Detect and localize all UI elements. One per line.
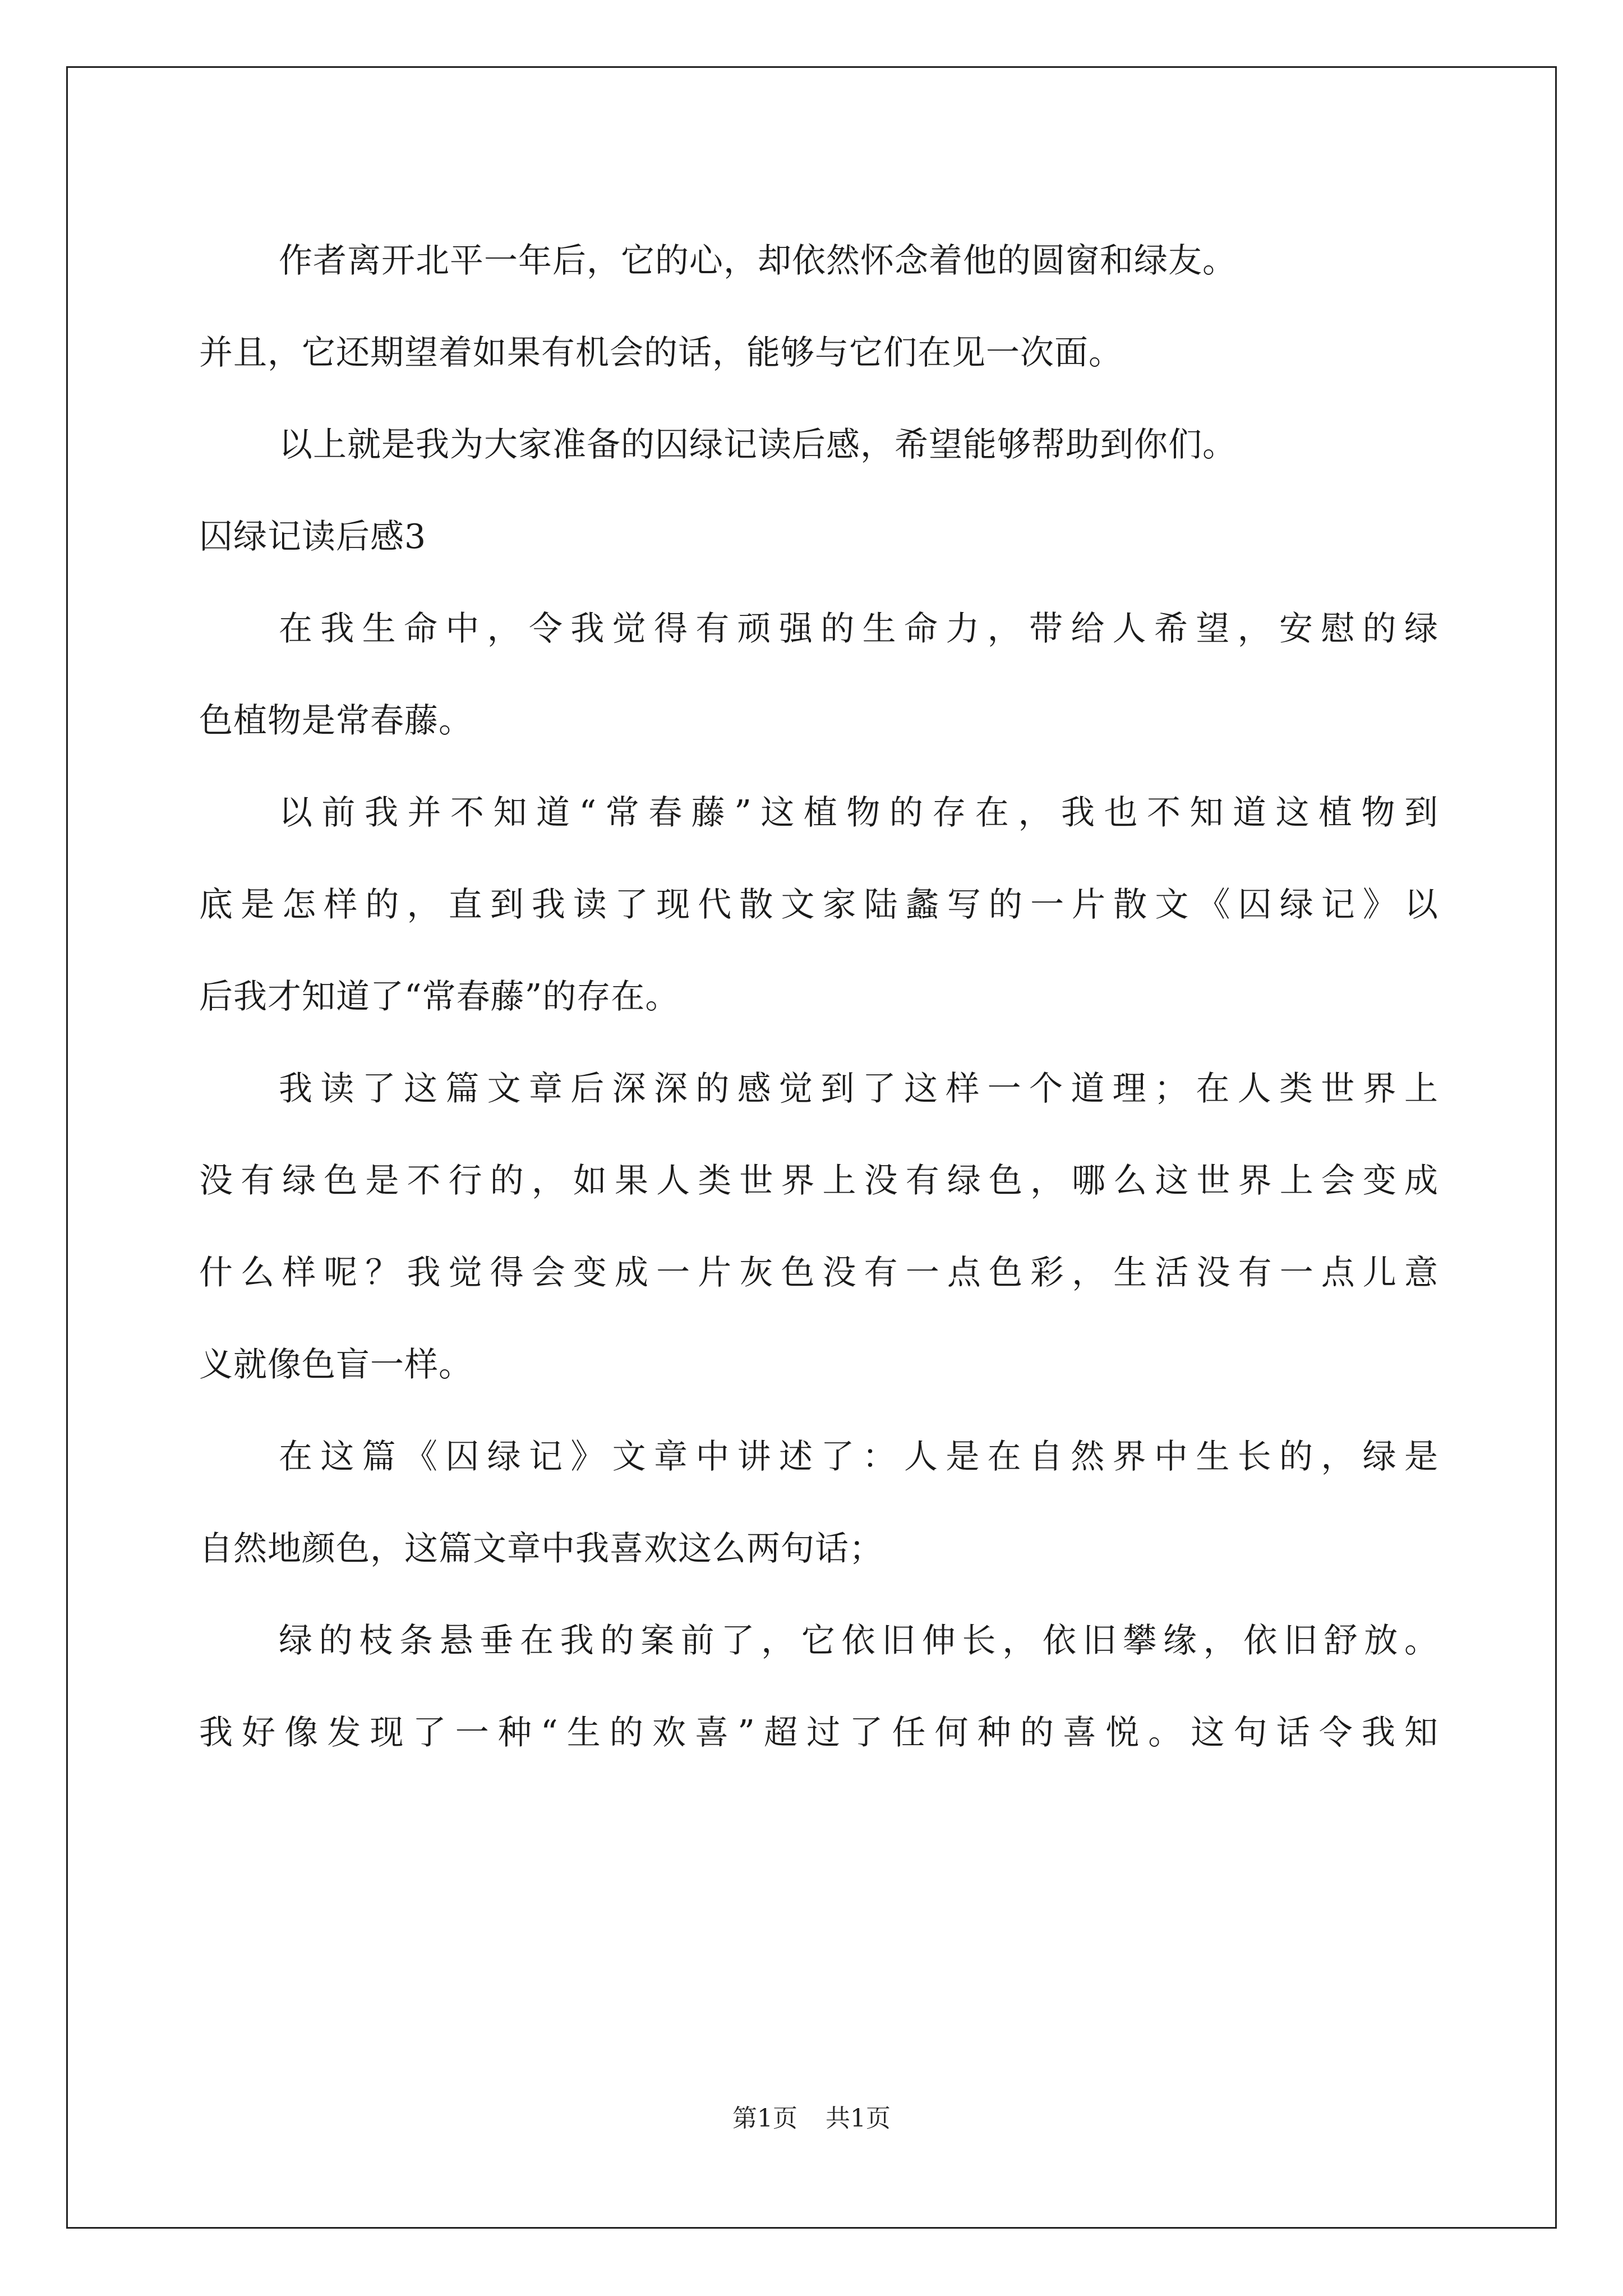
paragraph-line: 义就像色盲一样。 xyxy=(199,1345,473,1384)
paragraph-line: 以前我并不知道“常春藤”这植物的存在，我也不知道这植物到 xyxy=(279,793,1438,832)
paragraph-line: 什么样呢？我觉得会变成一片灰色没有一点色彩，生活没有一点儿意 xyxy=(199,1253,1438,1292)
paragraph-line: 在我生命中，令我觉得有顽强的生命力，带给人希望，安慰的绿 xyxy=(279,609,1438,648)
document-body xyxy=(199,215,1438,1779)
paragraph-line: 以上就是我为大家准备的囚绿记读后感，希望能够帮助到你们。 xyxy=(279,425,1237,464)
section-heading: 囚绿记读后感3 xyxy=(199,517,427,556)
paragraph-line: 并且，它还期望着如果有机会的话，能够与它们在见一次面。 xyxy=(199,333,1123,372)
paragraph-line: 自然地颜色，这篇文章中我喜欢这么两句话； xyxy=(199,1529,883,1568)
page-footer xyxy=(0,2098,1623,2134)
paragraph-line: 我读了这篇文章后深深的感觉到了这样一个道理；在人类世界上 xyxy=(279,1069,1438,1108)
paragraph-line: 在这篇《囚绿记》文章中讲述了：人是在自然界中生长的，绿是 xyxy=(279,1437,1438,1476)
page-number: 第1页 xyxy=(732,2104,797,2133)
paragraph-line: 绿的枝条悬垂在我的案前了，它依旧伸长，依旧攀缘，依旧舒放。 xyxy=(279,1621,1438,1660)
paragraph-line: 作者离开北平一年后，它的心，却依然怀念着他的圆窗和绿友。 xyxy=(279,241,1237,280)
page-total: 共1页 xyxy=(826,2104,891,2133)
paragraph-line: 我好像发现了一种“生的欢喜”超过了任何种的喜悦。这句话令我知 xyxy=(199,1713,1438,1752)
paragraph-line: 没有绿色是不行的，如果人类世界上没有绿色，哪么这世界上会变成 xyxy=(199,1161,1438,1200)
paragraph-line: 后我才知道了“常春藤”的存在。 xyxy=(199,977,680,1016)
paragraph-line: 底是怎样的，直到我读了现代散文家陆蠡写的一片散文《囚绿记》以 xyxy=(199,885,1438,924)
paragraph-line: 色植物是常春藤。 xyxy=(199,701,473,740)
